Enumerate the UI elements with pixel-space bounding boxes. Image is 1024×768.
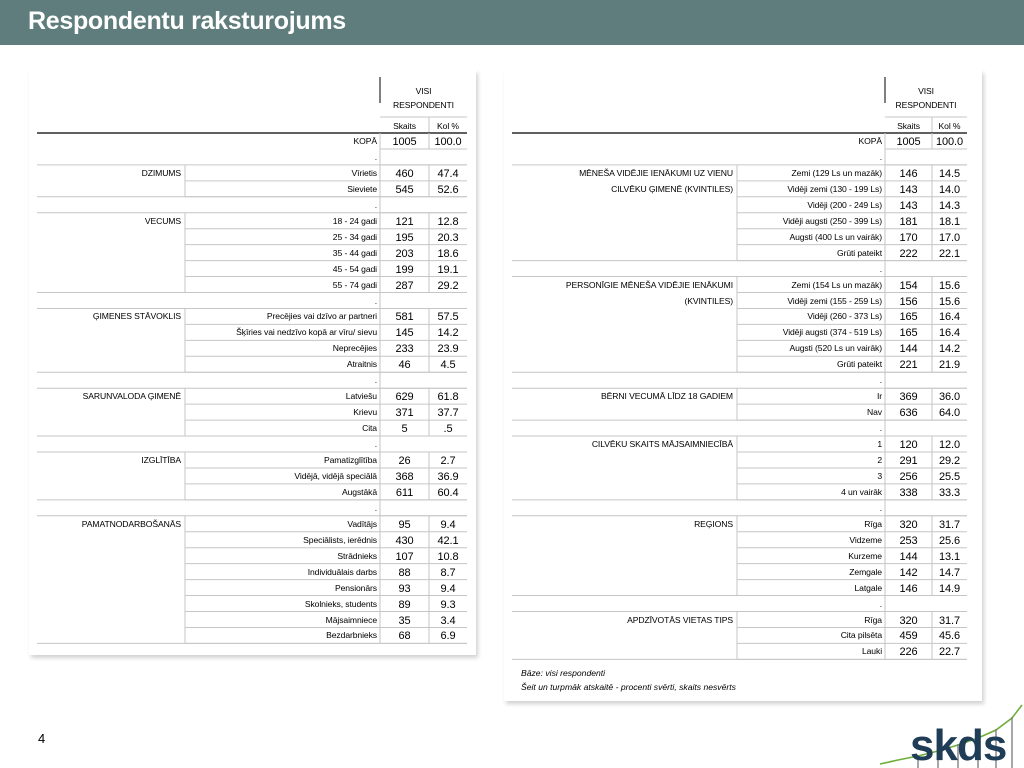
percent-value: 12.0 <box>938 439 960 452</box>
page-number: 4 <box>38 731 46 746</box>
percent-value: 20.3 <box>437 231 459 244</box>
percent-value: 18.1 <box>938 215 960 228</box>
page-title: Respondentu raksturojums <box>28 7 346 35</box>
logo-text: skds <box>910 721 1007 768</box>
column-header-skaits: Skaits <box>897 121 920 131</box>
percent-value: 31.7 <box>938 518 960 531</box>
count-value: 369 <box>899 391 918 404</box>
percent-value: 64.0 <box>938 407 960 420</box>
count-value: 145 <box>395 327 414 340</box>
percent-value: 9.3 <box>440 598 456 611</box>
count-value: 287 <box>395 279 414 292</box>
column-header-kol: Kol % <box>437 121 459 131</box>
title-bar <box>0 0 1024 45</box>
count-value: 221 <box>899 359 918 372</box>
separator-dot: . <box>374 151 377 162</box>
separator-dot: . <box>879 151 882 162</box>
category-label: 3 <box>877 470 882 481</box>
percent-value: 4.5 <box>440 359 456 372</box>
percent-value: 25.6 <box>938 534 960 547</box>
category-label: Vīrietis <box>351 167 377 178</box>
count-value: 144 <box>899 343 918 356</box>
category-label: Augstākā <box>341 486 377 497</box>
count-value: 256 <box>899 470 918 483</box>
category-label: Zemi (154 Ls un mazāk) <box>791 279 882 290</box>
percent-value: 29.2 <box>938 455 960 467</box>
category-label: Latgale <box>854 582 882 593</box>
category-label: Lauki <box>861 646 882 657</box>
percent-value: 9.4 <box>440 518 456 531</box>
percent-value: 14.5 <box>938 167 960 180</box>
group-name: CILVĒKU SKAITS MĀJSAIMNIECĪBĀ <box>591 439 733 450</box>
column-header-skaits: Skaits <box>393 121 416 131</box>
category-label: Augsti (520 Ls un vairāk) <box>789 343 882 354</box>
category-label: Sieviete <box>347 183 377 194</box>
right-table-panel <box>504 70 982 701</box>
category-label: Vidēji augsti (374 - 519 Ls) <box>782 327 882 338</box>
percent-value: 36.9 <box>437 470 459 483</box>
count-value: 68 <box>398 630 411 643</box>
percent-value: 12.8 <box>437 215 459 228</box>
category-label: Zemi (129 Ls un mazāk) <box>791 167 882 178</box>
percent-value: 21.9 <box>938 359 960 372</box>
count-value: 459 <box>899 630 918 643</box>
percent-value: 9.4 <box>440 582 456 595</box>
total-count: 1005 <box>896 136 921 148</box>
category-label: 45 - 54 gadi <box>332 263 377 274</box>
percent-value: 16.4 <box>938 311 960 324</box>
count-value: 154 <box>899 279 918 292</box>
column-group-header: VISI <box>918 86 934 96</box>
category-label: Pensionārs <box>335 582 377 593</box>
percent-value: 17.0 <box>938 231 960 244</box>
separator-dot: . <box>879 423 882 434</box>
category-label: Augsti (400 Ls un vairāk) <box>789 231 882 242</box>
category-label: Vidēji (200 - 249 Ls) <box>807 199 882 210</box>
group-name: BĒRNI VECUMĀ LĪDZ 18 GADIEM <box>601 391 733 402</box>
percent-value: 2.7 <box>440 455 456 467</box>
total-percent: 100.0 <box>434 136 462 148</box>
column-header-kol: Kol % <box>938 121 961 131</box>
percent-value: 14.0 <box>938 183 960 196</box>
count-value: 144 <box>899 550 918 563</box>
percent-value: 45.6 <box>938 630 960 643</box>
separator-dot: . <box>879 502 882 513</box>
count-value: 195 <box>395 231 414 244</box>
category-label: Vidēji (260 - 373 Ls) <box>807 311 882 322</box>
percent-value: 22.7 <box>938 646 960 659</box>
group-name: SARUNVALODA ĢIMENĒ <box>82 391 181 402</box>
count-value: 120 <box>899 439 918 452</box>
count-value: 93 <box>398 582 411 595</box>
percent-value: 42.1 <box>437 534 459 547</box>
category-label: Grūti pateikt <box>836 359 882 370</box>
count-value: 95 <box>398 518 411 531</box>
percent-value: 14.7 <box>938 566 960 579</box>
separator-dot: . <box>879 263 882 274</box>
count-value: 629 <box>395 391 414 404</box>
category-label: Zemgale <box>849 566 882 577</box>
category-label: Individuālais darbs <box>307 566 377 577</box>
count-value: 320 <box>899 518 918 531</box>
base-note: Bāze: visi respondenti <box>521 668 606 678</box>
percent-value: 15.6 <box>938 279 960 292</box>
category-label: Mājsaimniece <box>325 614 377 625</box>
total-label: KOPĀ <box>353 136 377 146</box>
percent-value: 15.6 <box>938 295 960 308</box>
count-value: 545 <box>395 183 414 196</box>
count-value: 581 <box>395 311 414 324</box>
percent-value: 14.3 <box>938 199 960 212</box>
percent-value: 60.4 <box>437 486 459 499</box>
group-name: APDZĪVOTĀS VIETAS TIPS <box>627 614 733 625</box>
group-name: REĢIONS <box>694 518 733 529</box>
category-label: Vidēji augsti (250 - 399 Ls) <box>782 215 882 226</box>
category-label: Vidēji zemi (155 - 259 Ls) <box>787 295 882 306</box>
separator-dot: . <box>879 375 882 386</box>
count-value: 146 <box>899 167 918 180</box>
percent-value: 25.5 <box>938 470 960 483</box>
count-value: 88 <box>398 566 411 579</box>
category-label: 2 <box>877 455 882 465</box>
category-label: Nav <box>867 407 882 418</box>
category-label: Vadītājs <box>347 518 377 529</box>
category-label: Precējies vai dzīvo ar partneri <box>266 311 377 322</box>
percent-value: .5 <box>443 423 453 436</box>
category-label: 18 - 24 gadi <box>332 215 377 226</box>
category-label: Rīga <box>864 614 882 625</box>
category-label: Vidējā, vidējā speciālā <box>294 470 377 481</box>
count-value: 203 <box>395 247 414 260</box>
skds-logo <box>878 700 1024 768</box>
count-value: 368 <box>395 470 414 483</box>
count-value: 611 <box>395 486 414 499</box>
percent-value: 14.2 <box>437 327 459 340</box>
category-label: 35 - 44 gadi <box>332 247 377 258</box>
group-name: ĢIMENES STĀVOKLIS <box>92 311 181 322</box>
count-value: 291 <box>899 455 918 467</box>
category-label: Strādnieks <box>337 550 377 561</box>
count-value: 636 <box>899 407 918 420</box>
percent-value: 14.9 <box>938 582 960 595</box>
category-label: Ir <box>876 391 882 402</box>
percent-value: 8.7 <box>440 566 456 579</box>
count-value: 222 <box>899 247 918 260</box>
group-name: PAMATNODARBOŠANĀS <box>81 518 181 529</box>
group-name: IZGLĪTĪBA <box>141 455 181 465</box>
group-name: MĒNEŠA VIDĒJIE IENĀKUMI UZ VIENU <box>579 167 733 178</box>
group-name: VECUMS <box>144 215 181 226</box>
left-table-panel <box>29 70 476 655</box>
category-label: 1 <box>877 439 882 450</box>
column-group-header: VISI <box>415 86 432 96</box>
count-value: 253 <box>899 534 918 547</box>
weighting-note: Šeit un turpmāk atskaitē - procenti svērti, skaits nesvērts <box>521 682 736 692</box>
category-label: Kurzeme <box>848 550 882 561</box>
count-value: 35 <box>398 614 411 627</box>
count-value: 143 <box>899 183 918 196</box>
category-label: Bezdarbnieks <box>326 630 377 641</box>
count-value: 338 <box>899 486 918 499</box>
category-label: Vidzeme <box>849 534 882 545</box>
percent-value: 18.6 <box>437 247 459 260</box>
count-value: 5 <box>401 423 408 436</box>
percent-value: 22.1 <box>938 247 960 260</box>
total-label: KOPĀ <box>858 136 882 146</box>
count-value: 371 <box>395 407 414 420</box>
category-label: 4 un vairāk <box>841 486 882 497</box>
percent-value: 37.7 <box>437 407 459 420</box>
percent-value: 3.4 <box>440 614 456 627</box>
percent-value: 16.4 <box>938 327 960 340</box>
percent-value: 29.2 <box>437 279 459 292</box>
percent-value: 61.8 <box>437 391 459 404</box>
category-label: Rīga <box>864 518 882 529</box>
count-value: 165 <box>899 311 918 324</box>
percent-value: 31.7 <box>938 614 960 627</box>
count-value: 460 <box>395 167 414 180</box>
category-label: Atraitnis <box>346 359 377 370</box>
count-value: 26 <box>398 455 411 467</box>
percent-value: 19.1 <box>437 263 459 276</box>
count-value: 233 <box>395 343 414 356</box>
separator-dot: . <box>374 502 377 513</box>
count-value: 156 <box>899 295 918 308</box>
group-name: CILVĒKU ĢIMENĒ (KVINTILES) <box>611 183 733 194</box>
category-label: Šķīries vai nedzīvo kopā ar vīru/ sievu <box>236 327 377 338</box>
count-value: 89 <box>398 598 411 611</box>
separator-dot: . <box>374 439 377 450</box>
count-value: 121 <box>395 215 414 228</box>
percent-value: 14.2 <box>938 343 960 356</box>
category-label: Skolnieks, students <box>304 598 377 609</box>
column-group-header: RESPONDENTI <box>895 100 957 110</box>
count-value: 226 <box>899 646 918 659</box>
category-label: Vidēji zemi (130 - 199 Ls) <box>787 183 882 194</box>
separator-dot: . <box>374 199 377 210</box>
total-count: 1005 <box>392 136 417 148</box>
count-value: 143 <box>899 199 918 212</box>
category-label: 55 - 74 gadi <box>332 279 377 290</box>
category-label: Krievu <box>353 407 377 418</box>
percent-value: 23.9 <box>437 343 459 356</box>
count-value: 170 <box>899 231 918 244</box>
count-value: 165 <box>899 327 918 340</box>
group-name: (KVINTILES) <box>684 295 733 306</box>
percent-value: 33.3 <box>938 486 960 499</box>
count-value: 181 <box>899 215 918 228</box>
category-label: Grūti pateikt <box>836 247 882 258</box>
count-value: 107 <box>395 550 414 563</box>
category-label: Neprecējies <box>332 343 377 354</box>
percent-value: 52.6 <box>437 183 459 196</box>
separator-dot: . <box>374 295 377 306</box>
category-label: Cita pilsēta <box>840 630 882 641</box>
total-percent: 100.0 <box>935 136 964 148</box>
percent-value: 57.5 <box>437 311 459 324</box>
count-value: 199 <box>395 263 414 276</box>
count-value: 142 <box>899 566 918 579</box>
separator-dot: . <box>879 598 882 609</box>
count-value: 146 <box>899 582 918 595</box>
count-value: 320 <box>899 614 918 627</box>
percent-value: 6.9 <box>440 630 456 643</box>
group-name: PERSONĪGIE MĒNEŠA VIDĒJIE IENĀKUMI <box>565 279 733 290</box>
category-label: Latviešu <box>345 391 377 402</box>
category-label: Pamatizglītība <box>323 455 377 465</box>
percent-value: 36.0 <box>938 391 960 404</box>
count-value: 430 <box>395 534 414 547</box>
count-value: 46 <box>398 359 411 372</box>
percent-value: 13.1 <box>938 550 960 563</box>
percent-value: 47.4 <box>437 167 459 180</box>
percent-value: 10.8 <box>437 550 459 563</box>
separator-dot: . <box>374 375 377 386</box>
category-label: 25 - 34 gadi <box>332 231 377 242</box>
category-label: Speciālists, ierēdnis <box>303 534 377 545</box>
column-group-header: RESPONDENTI <box>393 100 454 110</box>
group-name: DZIMUMS <box>141 167 181 178</box>
category-label: Cita <box>362 423 377 434</box>
